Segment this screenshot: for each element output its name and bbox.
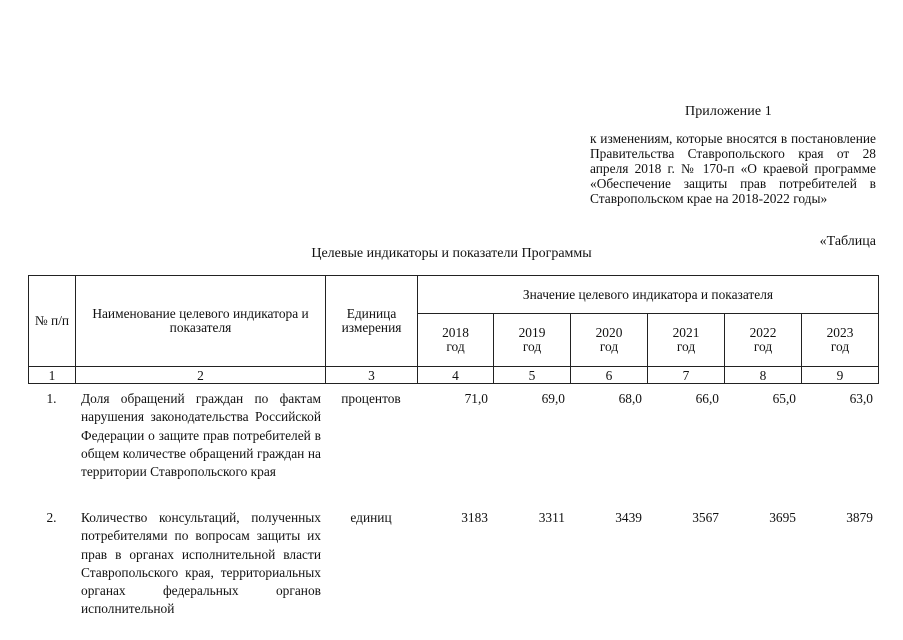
indicator-value: 66,0 — [695, 391, 719, 406]
appendix-note: к изменениям, которые вносятся в постановление Правительства Ставропольского края от 28 апреля 2018 г. № 170-п «О краевой программе «Обеспечение защиты прав потребителей в Ставропольском крае на 2018-2022 годы» — [590, 131, 876, 206]
indicator-unit: единиц — [350, 510, 392, 525]
indicator-value: 3695 — [769, 510, 796, 525]
table-label: «Таблица — [819, 234, 876, 249]
indicator-value: 69,0 — [541, 391, 565, 406]
indicator-value: 68,0 — [618, 391, 642, 406]
indicator-value: 71,0 — [464, 391, 488, 406]
header-unit: Единица измерения — [326, 276, 418, 367]
indicator-value: 3439 — [615, 510, 642, 525]
indicator-value: 3311 — [538, 510, 565, 525]
column-number: 3 — [326, 367, 418, 384]
column-number: 9 — [802, 367, 879, 384]
indicator-value: 65,0 — [772, 391, 796, 406]
indicator-value: 3183 — [461, 510, 488, 525]
header-name: Наименование целевого индикатора и показателя — [76, 276, 326, 367]
indicator-value: 3567 — [692, 510, 719, 525]
header-values-group: Значение целевого индикатора и показателя — [418, 276, 879, 314]
row-number: 2. — [46, 510, 57, 525]
header-year: 2020 год — [571, 314, 648, 367]
indicator-table-header — [28, 275, 879, 384]
table-caption: Целевые индикаторы и показатели Программы — [311, 246, 592, 261]
column-number: 5 — [494, 367, 571, 384]
indicator-name: Количество консультаций, полученных потребителями по вопросам защиты их прав в органах исполнительной власти Ставропольского края, территориальных органах федеральных органов исполнительной — [81, 510, 321, 617]
column-number: 1 — [29, 367, 76, 384]
indicator-value: 63,0 — [849, 391, 873, 406]
column-number: 6 — [571, 367, 648, 384]
column-number: 2 — [76, 367, 326, 384]
header-year: 2019 год — [494, 314, 571, 367]
appendix-title: Приложение 1 — [685, 104, 772, 119]
indicator-name: Доля обращений граждан по фактам нарушения законодательства Российской Федерации о защите прав потребителей в общем количестве обращений граждан на территории Ставропольского края — [81, 391, 321, 480]
column-number: 8 — [725, 367, 802, 384]
header-year: 2021 год — [648, 314, 725, 367]
header-year: 2018 год — [418, 314, 494, 367]
row-number: 1. — [46, 391, 57, 406]
indicator-value: 3879 — [846, 510, 873, 525]
header-no: № п/п — [29, 276, 76, 367]
header-year: 2023 год — [802, 314, 879, 367]
header-year: 2022 год — [725, 314, 802, 367]
indicator-unit: процентов — [341, 391, 401, 406]
column-number: 4 — [418, 367, 494, 384]
column-number: 7 — [648, 367, 725, 384]
